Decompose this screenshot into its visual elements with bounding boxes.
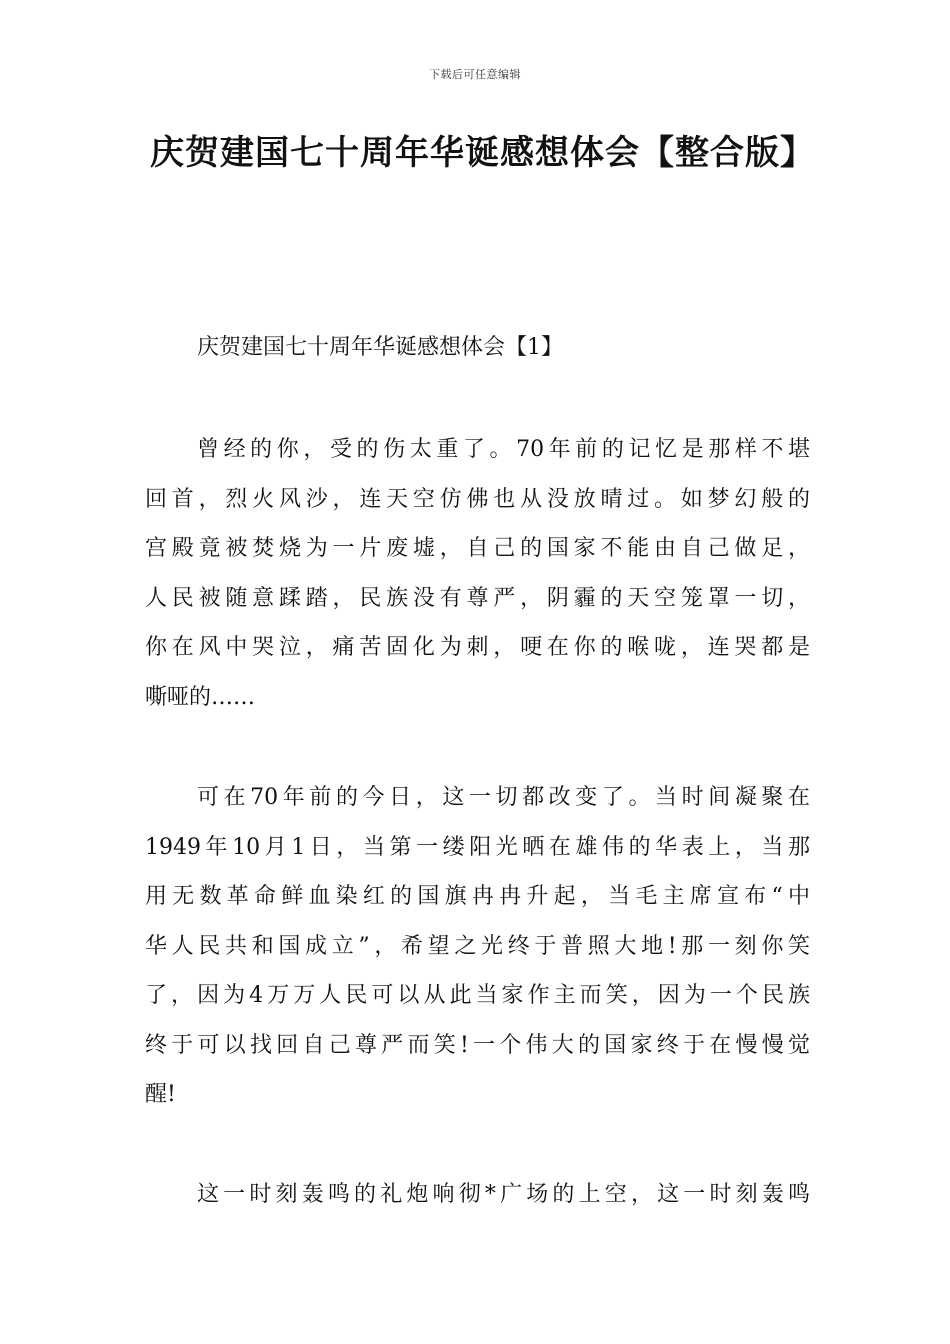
paragraph-line: 华人民共和国成立”，希望之光终于普照大地!那一刻你笑 [145, 933, 810, 959]
paragraph-3 [145, 1170, 810, 1220]
paragraph-line: 醒! [145, 1082, 176, 1107]
paragraph-line: 曾经的你，受的伤太重了。70年前的记忆是那样不堪 [197, 437, 810, 462]
paragraph-line: 终于可以找回自己尊严而笑!一个伟大的国家终于在慢慢觉 [145, 1032, 810, 1058]
paragraph-line: 嘶哑的…… [145, 684, 256, 710]
paragraph-2 [145, 773, 810, 1120]
paragraph-line: 用无数革命鲜血染红的国旗冉冉升起，当毛主席宣布“中 [145, 884, 810, 909]
header-note: 下载后可任意编辑 [429, 68, 521, 81]
document-title: 庆贺建国七十周年华诞感想体会【整合版】 [150, 133, 815, 173]
paragraph-line: 人民被随意蹂踏，民族没有尊严，阴霾的天空笼罩一切， [145, 585, 810, 611]
paragraph-1 [145, 425, 810, 722]
paragraph-line: 宫殿竟被焚烧为一片废墟，自己的国家不能由自己做足， [145, 536, 810, 561]
paragraph-line: 可在70年前的今日，这一切都改变了。当时间凝聚在 [197, 785, 810, 810]
paragraph-line: 1949年10月1日，当第一缕阳光晒在雄伟的华表上，当那 [145, 834, 810, 860]
paragraph-line: 这一时刻轰鸣的礼炮响彻*广场的上空，这一时刻轰鸣 [197, 1182, 810, 1207]
paragraph-line: 回首，烈火风沙，连天空仿佛也从没放晴过。如梦幻般的 [145, 486, 810, 512]
section-heading: 庆贺建国七十周年华诞感想体会【1】 [197, 335, 563, 360]
paragraph-line: 你在风中哭泣，痛苦固化为刺，哽在你的喉咙，连哭都是 [145, 635, 810, 660]
paragraph-line: 了，因为4万万人民可以从此当家作主而笑，因为一个民族 [145, 983, 810, 1008]
